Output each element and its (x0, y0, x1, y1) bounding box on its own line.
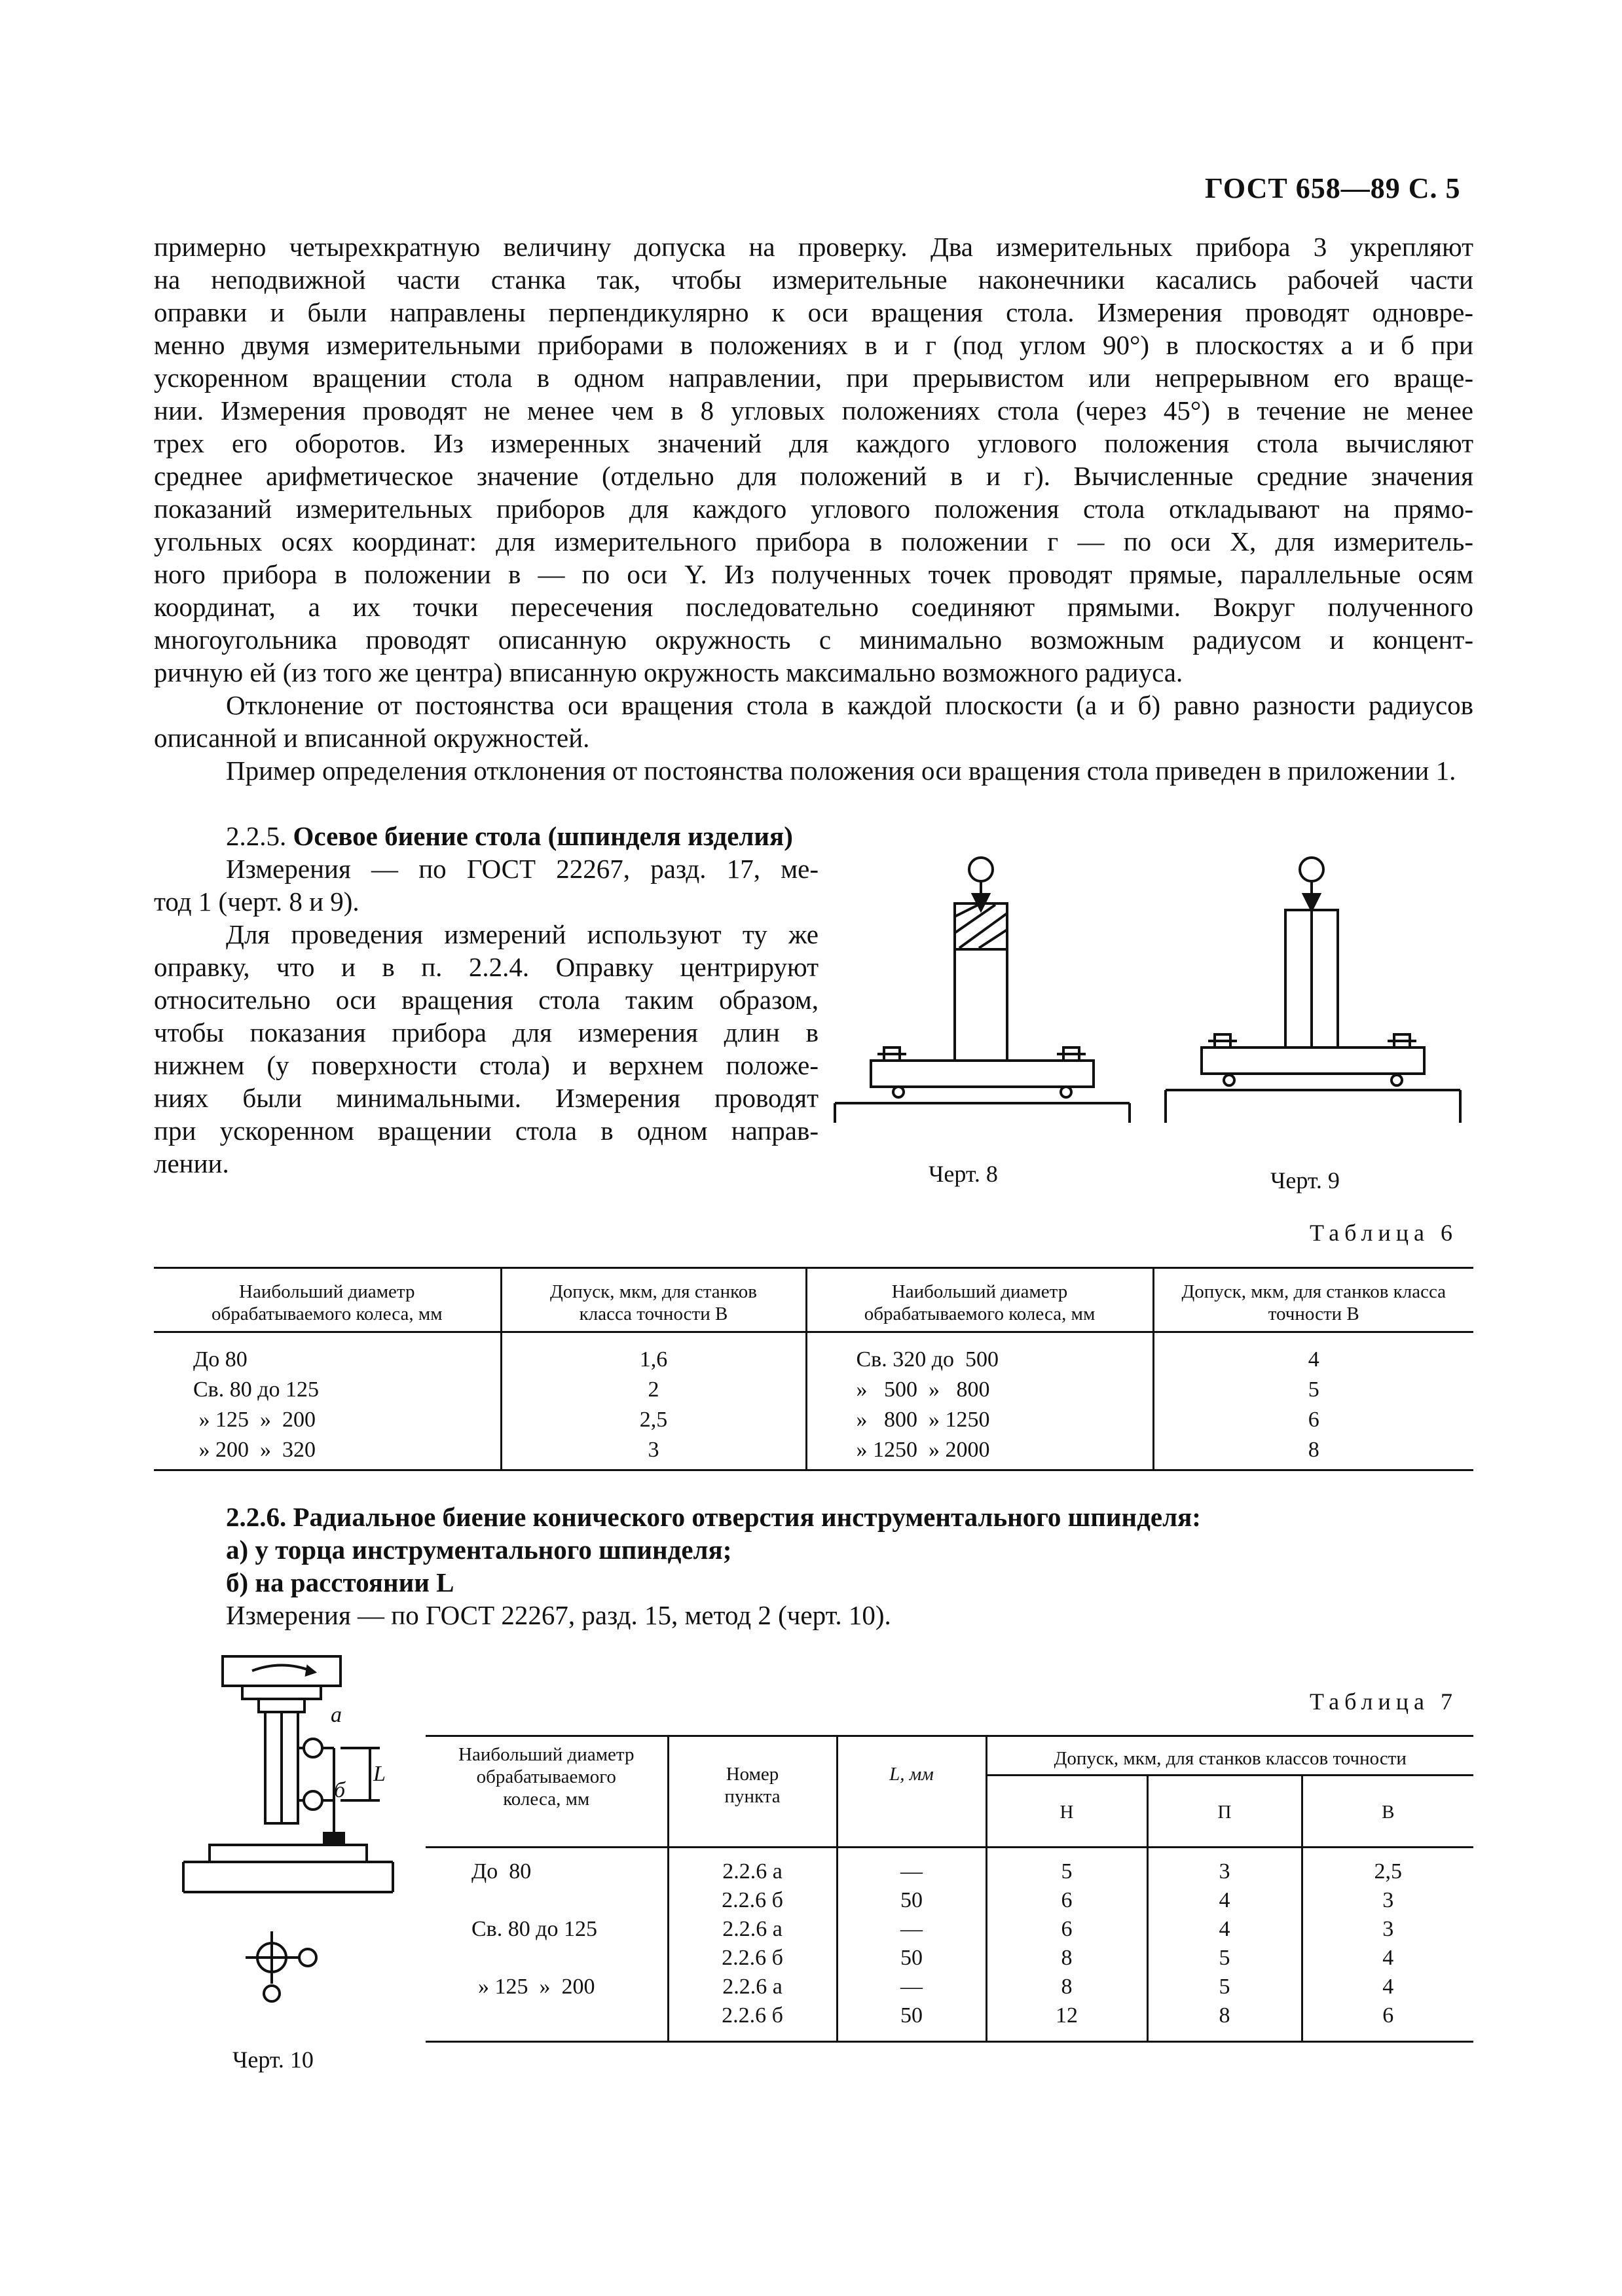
table-cell: 3 (1382, 1888, 1394, 1912)
section-225-line: при ускоренном вращении стола в одном направ- (154, 1116, 819, 1146)
table-cell: 4 (1147, 1886, 1302, 1915)
table-6-title: Таблица 6 (1310, 1220, 1458, 1246)
table-cell: 4 (1308, 1347, 1319, 1372)
table-cell: 3 (501, 1435, 806, 1470)
table-cell: 3 (1147, 1848, 1302, 1887)
table-7-class-V: В (1302, 1776, 1473, 1848)
table-row (426, 1848, 1473, 1887)
table-cell: Св. 80 до 125 (426, 1915, 668, 1944)
table-7-header-diam: Наибольший диаметр обрабатываемого колеса, мм (426, 1736, 668, 1848)
table-cell: 2.2.6 а (668, 1915, 837, 1944)
page-header: ГОСТ 658—89 С. 5 (1205, 172, 1461, 204)
paragraph-line: среднее арифметическое значение (отдельно для положений в и г). Вычисленные средние значения (154, 461, 1473, 491)
table-row (154, 1332, 1473, 1376)
table-cell: » 500 » 800 (806, 1375, 1153, 1405)
section-225-title: Осевое биение стола (шпинделя изделия) (293, 821, 793, 851)
table-cell (426, 2001, 668, 2042)
table-cell: » 800 » 1250 (806, 1405, 1153, 1435)
section-225-heading (226, 820, 793, 852)
paragraph-deviation: Отклонение от постоянства оси вращения стола в каждой плоскости (а и б) равно разности радиусов описанной и вписанной окружностей. (154, 690, 1473, 753)
figure-10-label-b: б (334, 1778, 346, 1802)
table-6-header-tol: Допуск, мкм, для станков класса точности В (1181, 1281, 1447, 1324)
section-225-line: лении. (154, 1148, 229, 1178)
table-6-header-diam: Наибольший диаметр обрабатываемого колеса, мм (154, 1268, 501, 1332)
table-7-header-item: Номер пункта (668, 1736, 837, 1848)
table-cell: 4 (1382, 1975, 1394, 1999)
table-cell: 4 (1147, 1915, 1302, 1944)
table-cell: 2.2.6 а (668, 1973, 837, 2001)
table-row (426, 1944, 1473, 1973)
table-row (426, 1973, 1473, 2001)
section-225-line: Для проведения измерений используют ту же (226, 919, 819, 949)
paragraph-main (154, 230, 1473, 689)
paragraph-line: показаний измерительных приборов для каждого углового положения стола откладывают на прямо- (154, 494, 1473, 524)
paragraph-line: нии. Измерения проводят не менее чем в 8 угловых положениях стола (через 45°) в течение не менее (154, 395, 1473, 426)
table-cell: 50 (837, 1886, 986, 1915)
table-row (154, 1405, 1473, 1435)
table-row (154, 1375, 1473, 1405)
table-cell: 2.2.6 а (668, 1848, 837, 1887)
table-cell: 5 (1147, 1973, 1302, 2001)
table-cell: 6 (986, 1886, 1147, 1915)
table-cell: 8 (1147, 2001, 1302, 2042)
table-cell (426, 1886, 668, 1915)
figure-9 (1162, 851, 1477, 1126)
paragraph-line: многоугольника проводят описанную окружность с минимально возможным радиусом и концент- (154, 625, 1473, 655)
paragraph-example: Пример определения отклонения от постоянства положения оси вращения стола приведен в приложении 1. (226, 756, 1456, 786)
paragraph-line: менно двумя измерительными приборами в положениях в и г (под углом 90°) в плоскостях а и б при (154, 330, 1473, 360)
table-cell: 6 (986, 1915, 1147, 1944)
section-226-item-a: а) у торца инструментального шпинделя; (226, 1535, 732, 1565)
figure-10 (177, 1650, 413, 2016)
table-cell: 50 (837, 1944, 986, 1973)
table-cell: Св. 320 до 500 (806, 1332, 1153, 1376)
paragraph-line: ного прибора в положении в — по оси Y. Из полученных точек проводят прямые, параллельные осям (154, 559, 1473, 589)
paragraph-line: примерно четырехкратную величину допуска на проверку. Два измерительных прибора 3 укрепляют (154, 232, 1473, 262)
table-cell: 1,6 (501, 1332, 806, 1376)
table-cell: — (837, 1915, 986, 1944)
table-cell: » 125 » 200 (426, 1973, 668, 2001)
table-cell: 3 (1382, 1917, 1394, 1941)
section-226-title: 2.2.6. Радиальное биение конического отверстия инструментального шпинделя: (226, 1502, 1201, 1532)
figure-10-caption: Черт. 10 (232, 2047, 314, 2073)
figure-8 (832, 851, 1146, 1126)
table-cell: 5 (1308, 1377, 1319, 1402)
section-225-number: 2.2.5. (226, 821, 287, 851)
table-cell: 6 (1308, 1408, 1319, 1432)
table-cell: » 125 » 200 (154, 1405, 501, 1435)
table-cell (426, 1944, 668, 1973)
paragraph-line: угольных осях координат: для измерительного прибора в положении г — по оси X, для измеритель- (154, 526, 1473, 556)
table-cell: » 1250 » 2000 (806, 1435, 1153, 1470)
table-cell: 12 (986, 2001, 1147, 2042)
paragraph-line: оправки и были направлены перпендикулярно к оси вращения стола. Измерения проводят одновре- (154, 297, 1473, 327)
section-226-measurement: Измерения — по ГОСТ 22267, разд. 15, метод 2 (черт. 10). (226, 1600, 891, 1630)
table-cell: 6 (1382, 2003, 1394, 2028)
section-225-line: ниях были минимальными. Измерения проводят (154, 1083, 819, 1113)
table-cell: 2.2.6 б (668, 2001, 837, 2042)
table-cell: До 80 (426, 1848, 668, 1887)
table-cell: 5 (986, 1848, 1147, 1887)
figure-10-label-L: L (373, 1762, 386, 1786)
table-row (426, 1915, 1473, 1944)
table-cell: 2,5 (1374, 1859, 1402, 1884)
table-7-header-L: L, мм (837, 1736, 986, 1848)
table-row (426, 2001, 1473, 2042)
table-row (426, 1886, 1473, 1915)
section-225-line: оправку, что и в п. 2.2.4. Оправку центрируют (154, 952, 819, 982)
section-225-line: тод 1 (черт. 8 и 9). (154, 886, 359, 917)
figure-8-caption: Черт. 8 (929, 1161, 998, 1187)
table-cell: — (837, 1848, 986, 1887)
figure-10-label-a: а (331, 1703, 342, 1727)
table-cell: » 200 » 320 (154, 1435, 501, 1470)
table-7 (426, 1735, 1473, 2043)
section-225-line: чтобы показания прибора для измерения длин в (154, 1017, 819, 1048)
figure-9-caption: Черт. 9 (1270, 1167, 1340, 1194)
table-cell: 2.2.6 б (668, 1944, 837, 1973)
paragraph-line: трех его оборотов. Из измеренных значений для каждого углового положения стола вычисляют (154, 428, 1473, 458)
table-cell: 50 (837, 2001, 986, 2042)
table-cell: 8 (986, 1973, 1147, 2001)
section-225-line: Измерения — по ГОСТ 22267, разд. 17, ме- (226, 854, 819, 884)
table-cell: 2 (501, 1375, 806, 1405)
table-cell: Св. 80 до 125 (154, 1375, 501, 1405)
table-cell: До 80 (154, 1332, 501, 1376)
table-cell: — (837, 1973, 986, 2001)
table-7-class-H: Н (986, 1776, 1147, 1848)
section-226-item-b: б) на расстоянии L (226, 1567, 454, 1597)
table-7-header-tol: Допуск, мкм, для станков классов точности (986, 1736, 1473, 1776)
section-225-text (154, 852, 819, 1180)
table-cell: 8 (986, 1944, 1147, 1973)
section-225-line: нижнем (у поверхности стола) и верхнем положе- (154, 1050, 819, 1080)
section-225-line: относительно оси вращения стола таким образом, (154, 985, 819, 1015)
table-row (154, 1435, 1473, 1470)
paragraph-line: ричную ей (из того же центра) вписанную окружность максимально возможного радиуса. (154, 657, 1183, 687)
paragraph-line: на неподвижной части станка так, чтобы измерительные наконечники касались рабочей части (154, 264, 1473, 295)
table-cell: 4 (1382, 1946, 1394, 1970)
table-7-title: Таблица 7 (1310, 1688, 1458, 1715)
table-cell: 2,5 (501, 1405, 806, 1435)
table-7-class-P: П (1147, 1776, 1302, 1848)
table-6-header-diam: Наибольший диаметр обрабатываемого колеса, мм (806, 1268, 1153, 1332)
table-6-header-tol: Допуск, мкм, для станков класса точности В (501, 1268, 806, 1332)
table-cell: 8 (1308, 1438, 1319, 1462)
paragraph-line: координат, а их точки пересечения последовательно соединяют прямыми. Вокруг полученного (154, 592, 1473, 622)
paragraph-line: ускоренном вращении стола в одном направлении, при прерывистом или непрерывном его враще- (154, 363, 1473, 393)
table-cell: 2.2.6 б (668, 1886, 837, 1915)
table-6 (154, 1267, 1473, 1471)
table-cell: 5 (1147, 1944, 1302, 1973)
